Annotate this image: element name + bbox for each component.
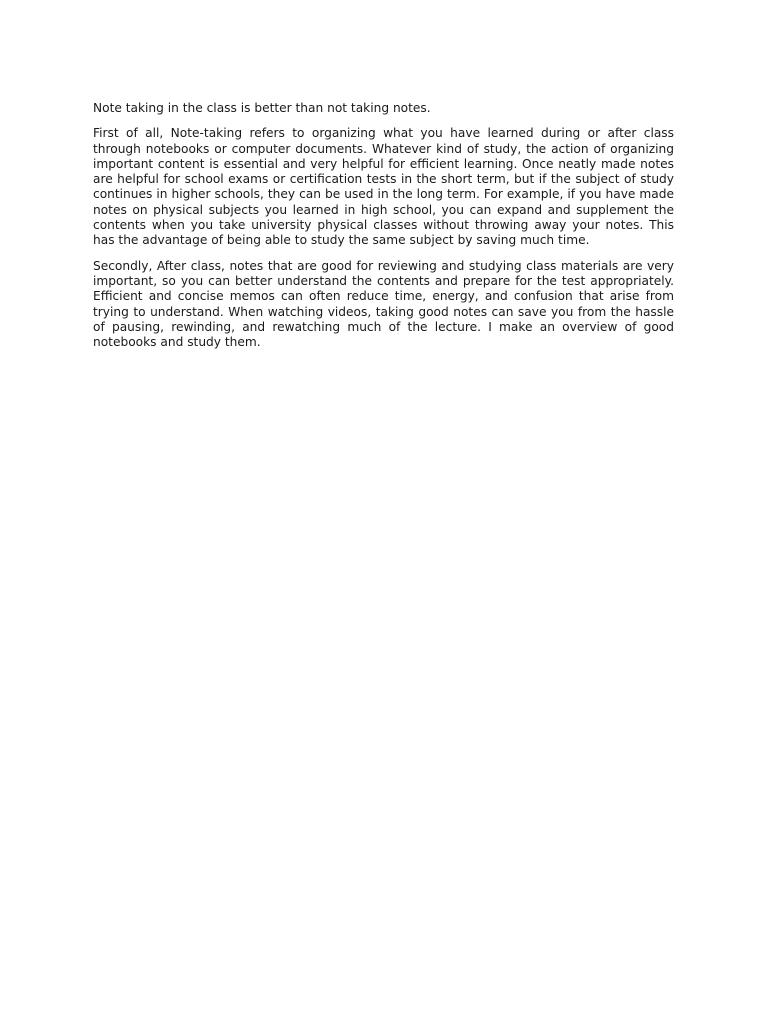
document-body <box>93 101 674 360</box>
opening-statement: Note taking in the class is better than not taking notes. <box>93 101 431 115</box>
paragraph-first: First of all, Note-taking refers to organizing what you have learned during or after class through notebooks or computer documents. Whatever kind of study, the action of organizing important content is essential and very helpful for efficient learning. Once neatly made notes are helpful for school exams or certification tests in the short term, but if the subject of study continues in higher schools, they can be used in the long term. For exampIe, if you have made notes on physical subjects you learned in high school, you can expand and supplement the contents when you take university physical classes without throwing away your notes. This has the advantage of being able to study the same subject by saving much time. <box>93 126 674 248</box>
paragraph-second: Secondly, After class, notes that are good for reviewing and studying class materials are very important, so you can better understand the contents and prepare for the test appropriately. Efficient and concise memos can often reduce time, energy, and confusion that arise from trying to understand. When watching videos, taking good notes can save you from the hassle of pausing, rewinding, and rewatching much of the lecture. I make an overview of good notebooks and study them. <box>93 258 674 350</box>
